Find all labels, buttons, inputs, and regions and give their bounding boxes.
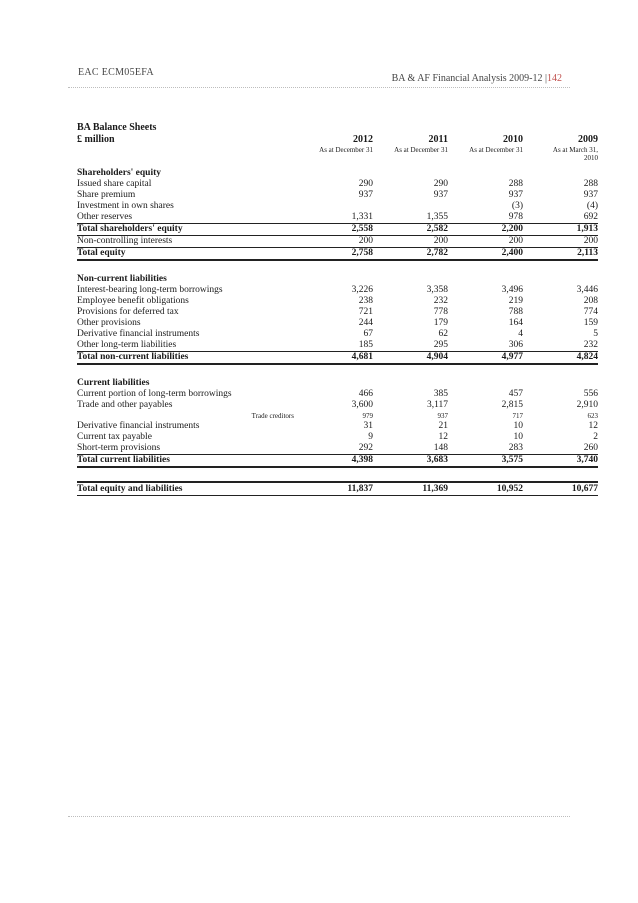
- cell: 232: [433, 296, 448, 306]
- total-row: [77, 248, 598, 261]
- as-at-label: As at December 31: [469, 145, 523, 154]
- cell: 292: [358, 443, 373, 453]
- cell: 2,782: [373, 248, 448, 261]
- cell: 3,575: [448, 455, 523, 468]
- cell: 692: [583, 212, 598, 222]
- cell: 10: [513, 421, 523, 431]
- table-row: [77, 201, 598, 212]
- cell: 3,226: [351, 285, 373, 295]
- cell: 10,952: [448, 482, 523, 496]
- cell: 12: [438, 432, 448, 442]
- cell: 9: [368, 432, 373, 442]
- cell: 1,331: [351, 212, 373, 222]
- cell: 4,398: [298, 455, 373, 468]
- cell: 11,369: [373, 482, 448, 496]
- table-row: [77, 389, 598, 400]
- cell: 164: [508, 318, 523, 328]
- row-label: Other reserves: [77, 212, 133, 222]
- table-row: [77, 318, 598, 329]
- as-at-label: As at December 31: [394, 145, 448, 154]
- cell: 774: [583, 307, 598, 317]
- cell: 3,446: [576, 285, 598, 295]
- cell: 200: [523, 236, 598, 248]
- year-row: [77, 134, 598, 145]
- cell: 2,582: [373, 224, 448, 236]
- cell: 717: [512, 412, 523, 420]
- row-label: Derivative financial instruments: [77, 329, 200, 339]
- row-label: Short-term provisions: [77, 443, 161, 453]
- cell: 148: [433, 443, 448, 453]
- row-label: Current portion of long-term borrowings: [77, 389, 232, 399]
- title-row: [77, 122, 598, 134]
- cell: 10: [513, 432, 523, 442]
- header-rule: [68, 87, 570, 88]
- cell: 2,758: [298, 248, 373, 261]
- cell: 288: [508, 179, 523, 189]
- section-heading-row: [77, 378, 598, 389]
- cell: 200: [298, 236, 373, 248]
- table-title: BA Balance Sheets: [77, 122, 157, 133]
- running-header-title: BA & AF Financial Analysis 2009-12: [391, 73, 543, 84]
- cell: 200: [448, 236, 523, 248]
- table-row: [77, 400, 598, 411]
- row-label: Other provisions: [77, 318, 141, 328]
- year-header: 2011: [428, 134, 448, 145]
- total-row: [77, 455, 598, 468]
- row-label: Total current liabilities: [77, 455, 298, 468]
- cell: 556: [583, 389, 598, 399]
- table-row: [77, 329, 598, 340]
- footer-rule: [68, 816, 570, 817]
- cell: 4,681: [298, 352, 373, 365]
- cell: 778: [433, 307, 448, 317]
- row-label: Other long-term liabilities: [77, 340, 177, 350]
- cell: 3,358: [426, 285, 448, 295]
- page-number: 142: [547, 73, 562, 84]
- table-row: [77, 340, 598, 352]
- header-separator: |: [544, 73, 547, 84]
- trade-creditors-row: [77, 411, 598, 421]
- section-heading: Shareholders' equity: [77, 168, 162, 178]
- cell: 5: [593, 329, 598, 339]
- cell: 2,558: [298, 224, 373, 236]
- cell: 2,400: [448, 248, 523, 261]
- cell: 31: [363, 421, 373, 431]
- table-unit: £ million: [77, 134, 115, 145]
- row-label: Provisions for deferred tax: [77, 307, 179, 317]
- row-label: Current tax payable: [77, 432, 152, 442]
- cell: 62: [438, 329, 448, 339]
- row-label: Interest-bearing long-term borrowings: [77, 285, 223, 295]
- row-label: Total non-current liabilities: [77, 352, 298, 365]
- table-row: [77, 296, 598, 307]
- table-row: [77, 307, 598, 318]
- cell: 10,677: [523, 482, 598, 496]
- cell: 385: [433, 389, 448, 399]
- cell: 466: [358, 389, 373, 399]
- cell: 4,904: [373, 352, 448, 365]
- cell: 937: [358, 190, 373, 200]
- cell: 200: [373, 236, 448, 248]
- balance-sheet-table: [77, 122, 598, 496]
- row-label: Non-controlling interests: [77, 236, 298, 248]
- cell: 11,837: [298, 482, 373, 496]
- section-heading-row: [77, 274, 598, 285]
- cell: 3,496: [501, 285, 523, 295]
- cell: 179: [433, 318, 448, 328]
- cell: 937: [583, 190, 598, 200]
- cell: 232: [583, 340, 598, 350]
- cell: 306: [508, 340, 523, 350]
- cell: 295: [433, 340, 448, 350]
- year-header: 2009: [578, 134, 598, 145]
- cell: 937: [433, 190, 448, 200]
- subtotal-row: [77, 224, 598, 236]
- as-at-row: [77, 145, 598, 154]
- total-row: [77, 352, 598, 365]
- table-row: [77, 432, 598, 443]
- as-at-row-extra: [77, 154, 598, 162]
- cell: 788: [508, 307, 523, 317]
- cell: 3,740: [523, 455, 598, 468]
- cell: 2,815: [501, 400, 523, 410]
- as-at-label-extra: 2010: [584, 154, 598, 162]
- cell: 21: [438, 421, 448, 431]
- cell: 2,113: [523, 248, 598, 261]
- cell: (3): [511, 201, 523, 211]
- cell: 3,600: [351, 400, 373, 410]
- as-at-label: As at March 31,: [552, 145, 598, 154]
- cell: 721: [358, 307, 373, 317]
- cell: 283: [508, 443, 523, 453]
- cell: 1,355: [426, 212, 448, 222]
- row-label: Total equity: [77, 248, 298, 261]
- cell: 185: [358, 340, 373, 350]
- cell: 290: [358, 179, 373, 189]
- table-row: [77, 236, 598, 248]
- cell: 2,200: [448, 224, 523, 236]
- table-row: [77, 190, 598, 201]
- cell: 937: [437, 412, 448, 420]
- cell: 3,117: [426, 400, 448, 410]
- table-row: [77, 212, 598, 224]
- cell: 3,683: [373, 455, 448, 468]
- row-label: Share premium: [77, 190, 136, 200]
- cell: 208: [583, 296, 598, 306]
- row-label: Derivative financial instruments: [77, 421, 200, 431]
- row-label: Investment in own shares: [77, 201, 174, 211]
- cell: 4: [518, 329, 523, 339]
- cell: [373, 201, 448, 212]
- cell: 219: [508, 296, 523, 306]
- document-code: EAC ECM05EFA: [78, 67, 154, 78]
- row-label: Issued share capital: [77, 179, 152, 189]
- table-row: [77, 421, 598, 432]
- cell: 937: [508, 190, 523, 200]
- grand-total-row: [77, 482, 598, 496]
- cell: 67: [363, 329, 373, 339]
- table-row: [77, 443, 598, 455]
- cell: 2,910: [576, 400, 598, 410]
- cell: (4): [586, 201, 598, 211]
- section-heading: Non-current liabilities: [77, 274, 167, 284]
- row-label: Trade creditors: [251, 412, 294, 420]
- table-row: [77, 285, 598, 296]
- cell: 4,977: [448, 352, 523, 365]
- cell: 623: [587, 412, 598, 420]
- row-label: Total equity and liabilities: [77, 482, 298, 496]
- cell: 238: [358, 296, 373, 306]
- cell: 244: [358, 318, 373, 328]
- cell: 2: [593, 432, 598, 442]
- cell: 159: [583, 318, 598, 328]
- cell: 12: [588, 421, 598, 431]
- cell: 260: [583, 443, 598, 453]
- table-row: [77, 179, 598, 190]
- cell: [298, 201, 373, 212]
- year-header: 2010: [503, 134, 523, 145]
- cell: 979: [362, 412, 373, 420]
- cell: 1,913: [523, 224, 598, 236]
- row-label: Total shareholders' equity: [77, 224, 298, 236]
- cell: 290: [433, 179, 448, 189]
- cell: 288: [583, 179, 598, 189]
- running-header: [392, 73, 562, 84]
- row-label: Employee benefit obligations: [77, 296, 189, 306]
- cell: 457: [508, 389, 523, 399]
- section-heading: Current liabilities: [77, 378, 150, 388]
- year-header: 2012: [353, 134, 373, 145]
- row-label: Trade and other payables: [77, 400, 173, 410]
- section-heading-row: [77, 168, 598, 179]
- cell: 978: [508, 212, 523, 222]
- cell: 4,824: [523, 352, 598, 365]
- as-at-label: As at December 31: [319, 145, 373, 154]
